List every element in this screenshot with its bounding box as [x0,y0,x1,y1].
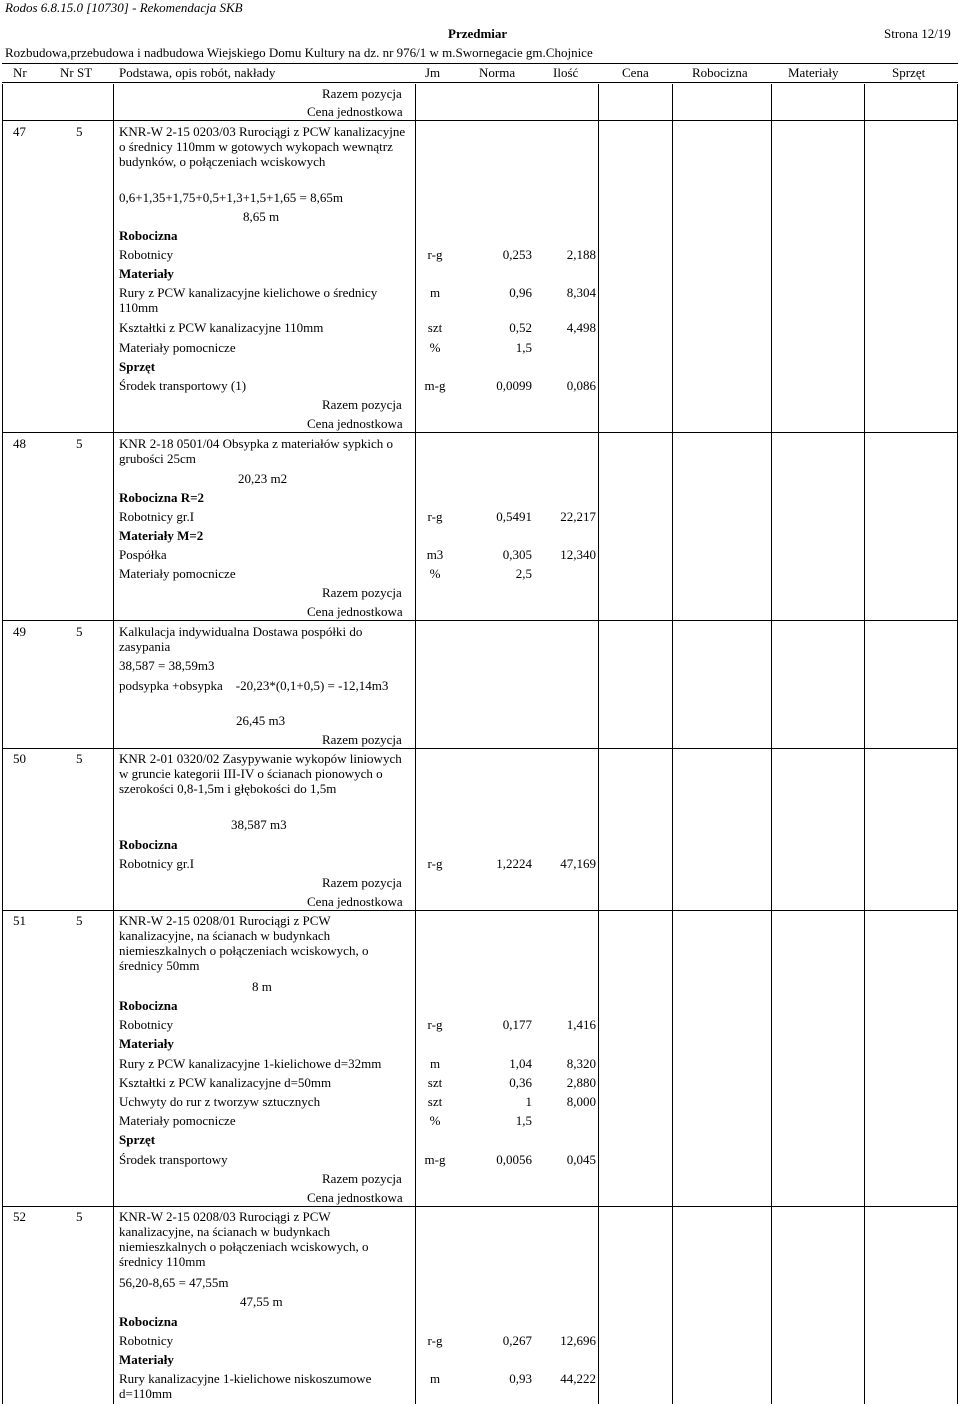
section-materialy: Materiały [119,266,174,281]
cena-jednostkowa: Cena jednostkowa [307,104,403,119]
resource-norma: 1,2224 [496,856,532,871]
position-nr: 48 [13,436,26,451]
section-materialy: Materiały [119,1036,174,1051]
rule-p50 [2,748,958,749]
razem-pozycja: Razem pozycja [322,732,402,747]
resource-ilosc: 12,696 [560,1333,596,1348]
position-quantity: 26,45 m3 [236,713,286,728]
section-robocizna: Robocizna [119,228,178,243]
resource-jm: m [429,1056,441,1071]
position-nr: 50 [13,751,26,766]
resource-ilosc: 12,340 [560,547,596,562]
resource-norma: 0,0056 [496,1152,532,1167]
section-robocizna: Robocizna R=2 [119,490,205,505]
razem-pozycja: Razem pozycja [322,86,402,101]
resource-name: Materiały pomocnicze [119,340,236,355]
resource-jm: m3 [426,547,444,562]
project-title: Rozbudowa,przebudowa i nadbudowa Wiejskiego Domu Kultury na dz. nr 976/1 w m.Swornegacie gm.Chojnice [5,45,593,60]
section-sprzet: Sprzęt [119,1132,156,1147]
resource-ilosc: 0,086 [566,378,596,393]
position-description: KNR-W 2-15 0203/03 Rurociągi z PCW kanalizacyjne o średnicy 110mm w gotowych wykopach wewnątrz budynków, o połączeniach wciskowych [119,124,406,169]
resource-jm: m-g [424,378,446,393]
document-type: Przedmiar [448,26,508,41]
resource-name: Rury kanalizacyjne 1-kielichowe niskoszumowe d=110mm [119,1371,372,1401]
resource-name: Materiały pomocnicze [119,1113,236,1128]
app-title: Rodos 6.8.15.0 [10730] - Rekomendacja SKB [5,0,243,15]
resource-ilosc: 8,304 [566,285,596,300]
resource-ilosc: 2,880 [566,1075,596,1090]
col-cena: Cena [622,65,649,80]
resource-name: Pospółka [119,547,167,562]
resource-jm: r-g [427,1333,443,1348]
rule-top [2,63,958,64]
resource-jm: r-g [427,247,443,262]
rule-p47 [2,120,958,121]
resource-name: Środek transportowy [119,1152,228,1167]
position-description: KNR 2-18 0501/04 Obsypka z materiałów sypkich o grubości 25cm [119,436,394,466]
resource-jm: szt [427,320,443,335]
page-number: Strona 12/19 [884,26,951,41]
resource-jm: % [429,566,441,581]
quantity-calculation: 0,6+1,35+1,75+0,5+1,3+1,5+1,65 = 8,65m [119,190,343,205]
resource-ilosc: 47,169 [560,856,596,871]
quantity-calculation: 38,587 = 38,59m3 [119,658,215,673]
resource-jm: % [429,340,441,355]
col-nr-st: Nr ST [60,65,93,80]
col-robocizna: Robocizna [692,65,748,80]
resource-ilosc: 0,045 [566,1152,596,1167]
resource-jm: m [429,285,441,300]
resource-name: Rury z PCW kanalizacyjne kielichowe o średnicy 110mm [119,285,378,315]
resource-name: Rury z PCW kanalizacyjne 1-kielichowe d=32mm [119,1056,382,1071]
quantity-calculation: 56,20-8,65 = 47,55m [119,1275,229,1290]
resource-jm: szt [427,1094,443,1109]
resource-norma: 0,305 [502,547,532,562]
section-robocizna: Robocizna [119,837,178,852]
position-quantity: 8,65 m [243,209,280,224]
resource-name: Materiały pomocnicze [119,566,236,581]
col-ilosc: Ilość [553,65,579,80]
position-st: 5 [76,624,83,639]
resource-name: Uchwyty do rur z tworzyw sztucznych [119,1094,321,1109]
section-robocizna: Robocizna [119,998,178,1013]
resource-ilosc: 8,320 [566,1056,596,1071]
resource-ilosc: 4,498 [566,320,596,335]
resource-jm: m-g [424,1152,446,1167]
position-nr: 52 [13,1209,26,1224]
position-description: Kalkulacja indywidualna Dostawa pospółki do zasypania [119,624,363,654]
col-norma: Norma [479,65,516,80]
position-st: 5 [76,1209,83,1224]
resource-jm: m [429,1371,441,1386]
rule-header [2,82,958,83]
resource-norma: 0,52 [509,320,532,335]
col-nr: Nr [13,65,27,80]
resource-norma: 2,5 [515,566,532,581]
position-st: 5 [76,436,83,451]
rule-p48 [2,432,958,433]
resource-name: Robotnicy gr.I [119,856,195,871]
resource-norma: 0,267 [502,1333,532,1348]
position-st: 5 [76,913,83,928]
resource-name: Kształtki z PCW kanalizacyjne 110mm [119,320,324,335]
section-materialy: Materiały M=2 [119,528,204,543]
resource-jm: r-g [427,856,443,871]
position-description: KNR 2-01 0320/02 Zasypywanie wykopów liniowych w gruncie kategorii III-IV o ścianach pionowych o szerokości 0,8-1,5m i głębokości do 1,5m [119,751,402,796]
position-nr: 47 [13,124,26,139]
section-robocizna: Robocizna [119,1314,178,1329]
resource-ilosc: 44,222 [560,1371,596,1386]
resource-name: Robotnicy [119,247,174,262]
resource-norma: 1 [525,1094,532,1109]
resource-ilosc: 2,188 [566,247,596,262]
resource-norma: 0,96 [509,285,532,300]
quantity-calculation: podsypka +obsypka -20,23*(0,1+0,5) = -12,14m3 [119,678,389,693]
position-quantity: 20,23 m2 [238,471,288,486]
resource-jm: r-g [427,509,443,524]
resource-ilosc: 8,000 [566,1094,596,1109]
position-quantity: 8 m [252,979,272,994]
section-materialy: Materiały [119,1352,174,1367]
position-st: 5 [76,124,83,139]
resource-norma: 0,5491 [496,509,532,524]
resource-name: Środek transportowy (1) [119,378,247,393]
rule-p51 [2,910,958,911]
razem-pozycja: Razem pozycja [322,585,402,600]
cena-jednostkowa: Cena jednostkowa [307,894,403,909]
resource-norma: 1,5 [515,340,532,355]
resource-jm: r-g [427,1017,443,1032]
col-materialy: Materiały [788,65,839,80]
position-quantity: 47,55 m [240,1294,283,1309]
cena-jednostkowa: Cena jednostkowa [307,1190,403,1205]
resource-norma: 0,177 [502,1017,532,1032]
resource-name: Kształtki z PCW kanalizacyjne d=50mm [119,1075,332,1090]
col-description: Podstawa, opis robót, nakłady [119,65,276,80]
position-nr: 49 [13,624,26,639]
rule-p49 [2,620,958,621]
razem-pozycja: Razem pozycja [322,397,402,412]
cena-jednostkowa: Cena jednostkowa [307,604,403,619]
resource-name: Robotnicy gr.I [119,509,195,524]
position-nr: 51 [13,913,26,928]
resource-name: Robotnicy [119,1017,174,1032]
resource-norma: 0,0099 [496,378,532,393]
resource-name: Robotnicy [119,1333,174,1348]
position-quantity: 38,587 m3 [231,817,287,832]
rule-p52 [2,1206,958,1207]
position-description: KNR-W 2-15 0208/03 Rurociągi z PCW kanalizacyjne, na ścianach w budynkach niemieszkalnych o połączeniach wciskowych, o średnicy 110mm [119,1209,369,1269]
position-description: KNR-W 2-15 0208/01 Rurociągi z PCW kanalizacyjne, na ścianach w budynkach niemieszkalnych o połączeniach wciskowych, o średnicy 50mm [119,913,369,973]
resource-norma: 0,36 [509,1075,532,1090]
cena-jednostkowa: Cena jednostkowa [307,416,403,431]
resource-ilosc: 1,416 [566,1017,596,1032]
resource-norma: 0,93 [509,1371,532,1386]
resource-jm: % [429,1113,441,1128]
razem-pozycja: Razem pozycja [322,875,402,890]
section-sprzet: Sprzęt [119,359,156,374]
resource-norma: 1,5 [515,1113,532,1128]
razem-pozycja: Razem pozycja [322,1171,402,1186]
resource-norma: 0,253 [502,247,532,262]
resource-norma: 1,04 [509,1056,532,1071]
col-sprzet: Sprzęt [892,65,926,80]
resource-ilosc: 22,217 [560,509,596,524]
resource-jm: szt [427,1075,443,1090]
col-jm: Jm [425,65,441,80]
position-st: 5 [76,751,83,766]
